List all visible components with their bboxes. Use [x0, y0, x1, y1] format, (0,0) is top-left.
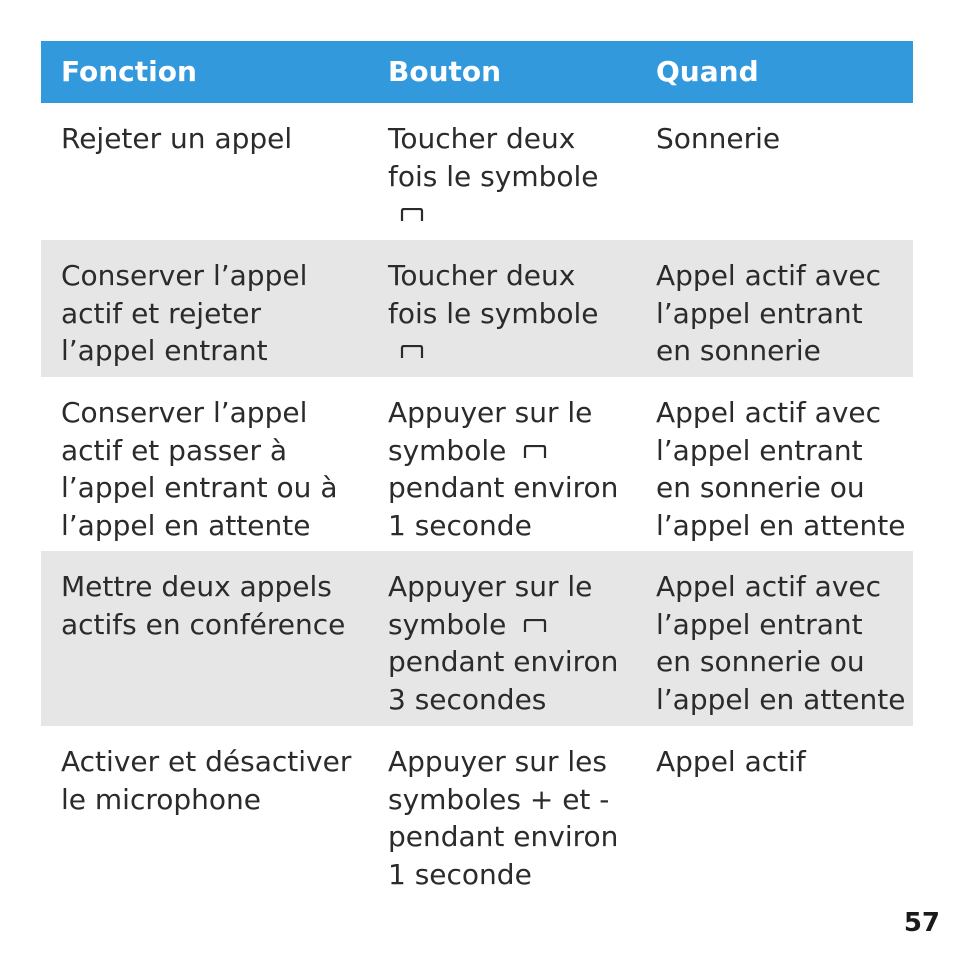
cell-line: fois le symbole [388, 159, 599, 193]
cell-line: l’appel en attente [656, 508, 906, 542]
cell-line: Appel actif avec [656, 396, 882, 429]
cell-line: l’appel entrant [61, 334, 268, 367]
table-row [41, 551, 913, 726]
cell-text: symbole [388, 433, 507, 467]
phone-key-icon [523, 445, 547, 459]
cell-line: Sonnerie [656, 122, 781, 155]
cell-line: fois le symbole [388, 296, 599, 330]
cell-fonction [41, 240, 368, 377]
cell-line: 1 seconde [388, 508, 532, 542]
cell-line: symboles + et - [388, 782, 610, 816]
cell-line: 1 seconde [388, 857, 532, 891]
page-number: 57 [903, 908, 940, 938]
phone-key-icon [523, 619, 547, 633]
function-table [41, 41, 913, 891]
cell-line: Appel actif [656, 745, 806, 778]
cell-line: en sonnerie ou [656, 645, 865, 678]
cell-line: pendant environ [388, 471, 619, 504]
cell-bouton [368, 377, 636, 551]
cell-line: pendant environ [388, 820, 619, 853]
cell-line: l’appel entrant [656, 296, 863, 330]
cell-line: Conserver l’appel [61, 396, 308, 429]
cell-line: l’appel en attente [61, 508, 311, 542]
cell-line: l’appel entrant [656, 433, 863, 467]
table-row [41, 377, 913, 551]
cell-bouton [368, 726, 636, 891]
phone-key-icon [400, 208, 424, 222]
cell-fonction [41, 551, 368, 726]
cell-line: Appel actif avec [656, 259, 882, 292]
cell-line: Conserver l’appel [61, 259, 308, 292]
cell-line: Toucher deux [388, 259, 576, 292]
cell-line: actif et passer à [61, 433, 288, 467]
symbol-line [388, 332, 636, 370]
header-quand: Quand [656, 55, 759, 89]
cell-fonction [41, 726, 368, 891]
cell-quand [636, 240, 913, 377]
cell-line: Activer et désactiver [61, 745, 352, 778]
cell-bouton [368, 240, 636, 377]
header-fonction: Fonction [61, 55, 197, 89]
table-row [41, 726, 913, 891]
cell-line: actifs en conférence [61, 607, 346, 641]
cell-line [388, 432, 636, 470]
cell-line [388, 606, 636, 644]
table-header [41, 41, 913, 103]
cell-bouton [368, 551, 636, 726]
symbol-line [388, 195, 636, 233]
cell-line: en sonnerie [656, 334, 821, 367]
cell-line: Toucher deux [388, 122, 576, 155]
cell-text: symbole [388, 607, 507, 641]
cell-fonction [41, 103, 368, 240]
cell-bouton [368, 103, 636, 240]
cell-quand [636, 726, 913, 891]
cell-line: Appuyer sur le [388, 396, 593, 429]
cell-line: l’appel entrant ou à [61, 471, 338, 504]
cell-line: l’appel entrant [656, 607, 863, 641]
table-row [41, 240, 913, 377]
cell-quand [636, 377, 913, 551]
cell-line: Mettre deux appels [61, 570, 332, 603]
cell-line: pendant environ [388, 645, 619, 678]
cell-quand [636, 551, 913, 726]
phone-key-icon [400, 345, 424, 359]
cell-line: Appuyer sur le [388, 570, 593, 603]
cell-quand [636, 103, 913, 240]
cell-line: en sonnerie ou [656, 471, 865, 504]
cell-line: le microphone [61, 782, 262, 816]
cell-line: 3 secondes [388, 682, 547, 716]
cell-line: Appel actif avec [656, 570, 882, 603]
cell-line: actif et rejeter [61, 296, 262, 330]
cell-fonction [41, 377, 368, 551]
table-row [41, 103, 913, 240]
cell-line: l’appel en attente [656, 682, 906, 716]
cell-line: Rejeter un appel [61, 122, 293, 155]
header-bouton: Bouton [388, 55, 502, 89]
cell-line: Appuyer sur les [388, 745, 607, 778]
